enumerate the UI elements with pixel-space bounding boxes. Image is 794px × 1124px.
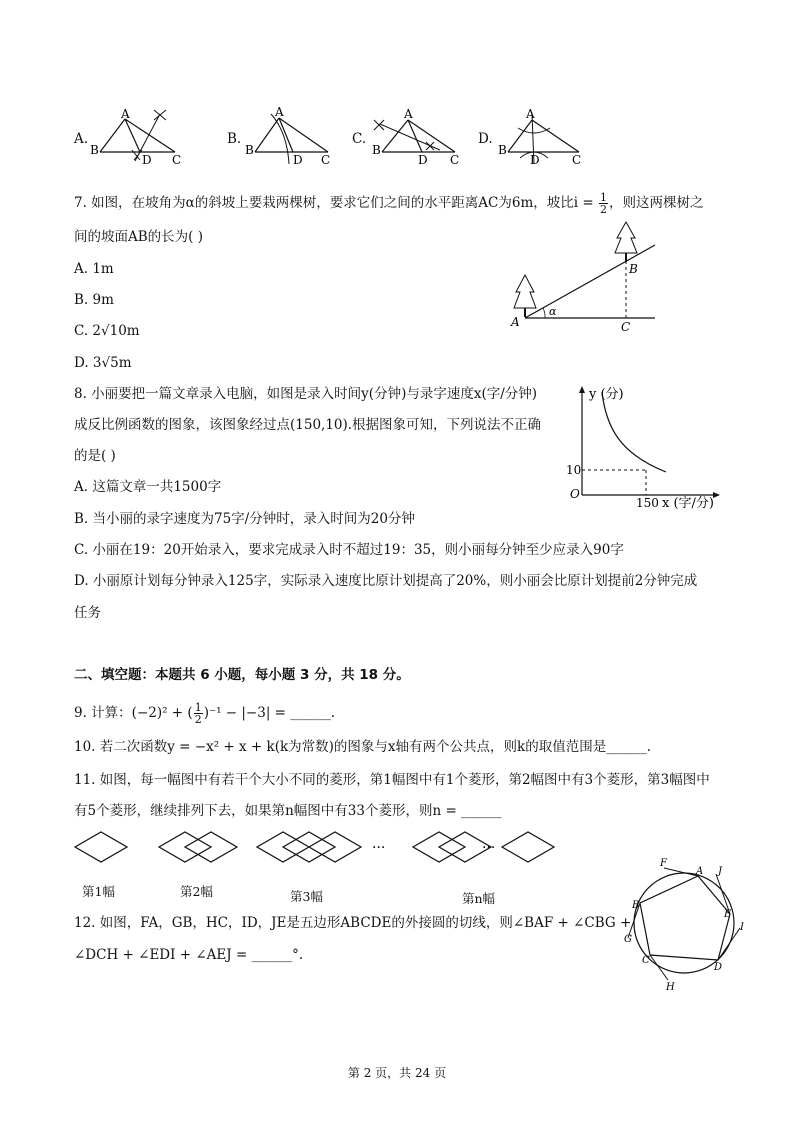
q7-slope-figure xyxy=(505,220,660,335)
q12-label-g: G xyxy=(624,934,632,945)
tree-icon-b xyxy=(615,222,637,262)
q12-label-d: D xyxy=(714,962,723,973)
q6-c-point-d: D xyxy=(418,153,428,167)
q7-fig-label-b: B xyxy=(629,262,638,276)
q8-option-d-continued: 任务 xyxy=(74,605,101,621)
q12-label-i: I xyxy=(740,922,744,933)
q7-slope-fraction: $\frac{1}{2}$ xyxy=(599,191,607,216)
q6-option-b-label: B. xyxy=(227,131,242,147)
q6-d-point-b: B xyxy=(498,143,507,157)
q8-graph-x-label: x (字/分) xyxy=(662,496,714,511)
q6-b-point-c: C xyxy=(321,153,331,167)
q7-option-b: B. 9m xyxy=(74,292,114,308)
q12-label-e: E xyxy=(724,909,732,920)
q7-option-d: D. 3√5m xyxy=(74,355,132,371)
q6-a-point-b: B xyxy=(90,143,99,157)
q11-caption-2: 第2幅 xyxy=(180,884,213,899)
q8-inverse-proportion-graph xyxy=(562,382,732,512)
q6-option-c-label: C. xyxy=(352,131,367,147)
q8-option-c: C. 小丽在19：20开始录入，要求完成录入时不超过19：35，则小丽每分钟至少应录入90字 xyxy=(74,542,624,558)
q9-fraction: $\frac{1}{2}$ xyxy=(194,701,202,726)
q8-question-line1: 8. 小丽要把一篇文章录入电脑，如图是录入时间y(分钟)与录字速度x(字/分钟) xyxy=(74,386,538,402)
q7-option-c: C. 2√10m xyxy=(74,323,140,339)
q12-label-f: F xyxy=(660,858,667,869)
q6-figure-b xyxy=(243,106,343,166)
q6-option-a-label: A. xyxy=(74,131,89,147)
q11-caption-n: 第n幅 xyxy=(462,891,496,906)
q6-c-point-c: C xyxy=(450,153,460,167)
q6-d-point-a: A xyxy=(526,107,535,121)
q6-c-point-a: A xyxy=(404,107,413,121)
q7-fig-label-a: A xyxy=(511,315,520,329)
q12-question-line2: ∠DCH + ∠EDI + ∠AEJ = ______°. xyxy=(74,947,304,963)
q6-b-point-b: B xyxy=(245,143,254,157)
q11-rhombus-figures xyxy=(70,826,570,876)
q12-label-a: A xyxy=(696,866,704,877)
q10-question: 10. 若二次函数y = −x² + x + k(k为常数)的图象与x轴有两个公共点，则k的取值范围是______. xyxy=(74,739,651,755)
q6-figure-a xyxy=(90,106,190,166)
q11-dots-1: ··· xyxy=(372,840,386,856)
q7-fig-label-c: C xyxy=(621,320,631,334)
q8-graph-y-label: y (分) xyxy=(589,387,624,402)
q6-figure-c xyxy=(370,106,470,166)
q11-caption-1: 第1幅 xyxy=(82,884,115,899)
q12-pentagon-circle-figure xyxy=(620,850,760,995)
section-2-heading: 二、填空题：本题共 6 小题，每小题 3 分，共 18 分。 xyxy=(74,667,410,683)
q8-graph-x-tick: 150 xyxy=(636,496,659,510)
q12-label-h: H xyxy=(666,982,675,993)
q12-label-c: C xyxy=(642,955,650,966)
q6-a-point-c: C xyxy=(172,153,182,167)
q8-question-line3: 的是( ) xyxy=(74,448,116,464)
q6-d-point-d: D xyxy=(530,153,540,167)
q8-option-b: B. 当小丽的录字速度为75字/分钟时，录入时间为20分钟 xyxy=(74,511,415,527)
page-footer: 第 2 页，共 24 页 xyxy=(347,1066,447,1080)
q12-question-line1: 12. 如图，FA，GB，HC，ID，JE是五边形ABCDE的外接圆的切线，则∠BAF + ∠CBG + xyxy=(74,915,632,931)
q8-graph-origin: O xyxy=(570,487,580,501)
q8-graph-y-tick: 10 xyxy=(566,463,582,477)
q6-figure-d xyxy=(494,106,594,166)
q8-option-a: A. 这篇文章一共1500字 xyxy=(74,479,222,495)
q6-c-point-b: B xyxy=(372,143,381,157)
q12-label-j: J xyxy=(718,866,723,877)
q7-question-line1: 7. 如图，在坡角为α的斜坡上要栽两棵树，要求它们之间的水平距离AC为6m，坡比i = $\frac{1}{2}$ ，则这两棵树之 xyxy=(74,191,704,216)
q11-caption-3: 第3幅 xyxy=(290,889,323,904)
q8-option-d: D. 小丽原计划每分钟录入125字，实际录入速度比原计划提高了20%，则小丽会比原计划提前2分钟完成 xyxy=(74,573,698,589)
tree-icon-a xyxy=(514,275,536,317)
q6-option-d-label: D. xyxy=(478,131,493,147)
q8-question-line2: 成反比例函数的图象，该图象经过点(150,10).根据图象可知，下列说法不正确 xyxy=(74,417,542,433)
q6-b-point-a: A xyxy=(275,105,284,119)
q9-question: 9. 计算：(−2)² + ( $\frac{1}{2}$ )⁻¹ − |−3| = ______. xyxy=(74,701,336,726)
q11-question-line1: 11. 如图，每一幅图中有若干个大小不同的菱形，第1幅图中有1个菱形，第2幅图中有3个菱形，第3幅图中 xyxy=(74,772,710,788)
q6-b-point-d: D xyxy=(293,153,303,167)
q11-dots-2: ··· xyxy=(482,840,496,856)
q7-fig-label-alpha: α xyxy=(549,305,557,318)
q6-d-point-c: C xyxy=(572,153,582,167)
q12-label-b: B xyxy=(632,900,640,911)
q6-a-point-d: D xyxy=(142,153,152,167)
q6-a-point-a: A xyxy=(121,107,130,121)
q11-question-line2: 有5个菱形，继续排列下去，如果第n幅图中有33个菱形，则n = ______ xyxy=(74,803,502,819)
q7-question-line2: 间的坡面AB的长为( ) xyxy=(74,229,203,245)
q7-option-a: A. 1m xyxy=(74,261,114,277)
